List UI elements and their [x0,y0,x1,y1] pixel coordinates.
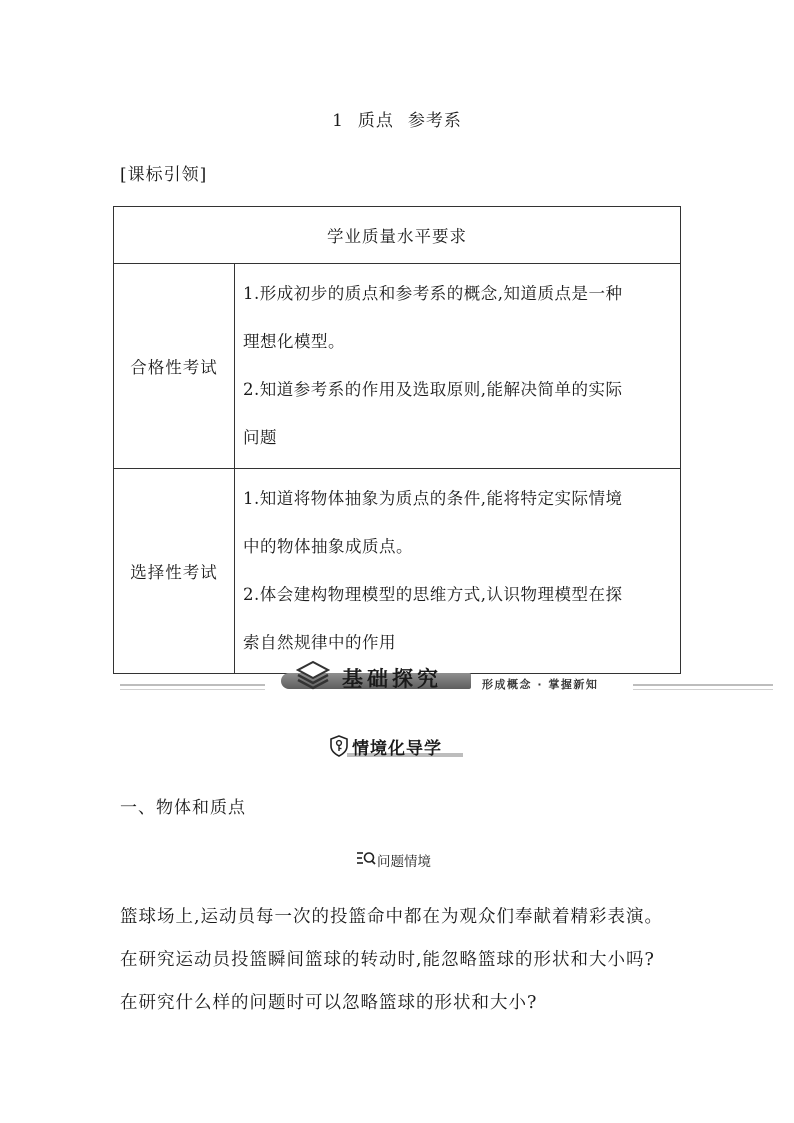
requirement-line: 问题 [243,428,277,447]
title-number: 1 [332,111,344,131]
requirement-line: 理想化模型。 [243,332,345,351]
table-row [114,264,681,469]
requirement-line: 2.体会建构物理模型的思维方式,认识物理模型在探 [243,585,623,604]
question-paragraph: 在研究运动员投篮瞬间篮球的转动时,能忽略篮球的形状和大小吗? [120,950,655,970]
row-content [235,264,681,469]
requirement-line: 2.知道参考系的作用及选取原则,能解决简单的实际 [243,380,623,399]
requirements-table [113,206,681,674]
banner-title: 基础探究 [342,667,442,691]
table-row [114,469,681,674]
banner-divider-left-thin [120,689,265,690]
heading-objects-and-particles: 一、物体和质点 [120,798,246,818]
title-text-2: 参考系 [407,111,462,131]
row-category: 合格性考试 [114,264,235,469]
key-icon [329,735,349,757]
subsection-title: 问题情境 [377,854,431,870]
requirement-line: 索自然规律中的作用 [243,633,396,652]
requirement-line: 1.形成初步的质点和参考系的概念,知道质点是一种 [243,284,623,303]
scenario-paragraph: 篮球场上,运动员每一次的投篮命中都在为观众们奉献着精彩表演。 [120,907,664,927]
banner-divider-left [120,684,265,686]
question-paragraph: 在研究什么样的问题时可以忽略篮球的形状和大小? [120,993,538,1013]
row-content [235,469,681,674]
row-category: 选择性考试 [114,469,235,674]
table-header: 学业质量水平要求 [114,207,681,264]
layers-icon [296,660,330,690]
banner-divider-right [633,684,773,686]
title-text-1: 质点 [357,111,394,131]
banner-subtitle: 形成概念 · 掌握新知 [482,678,599,691]
section-title: 情境化导学 [352,739,442,759]
curriculum-label: [课标引领] [120,165,208,185]
page-title [0,106,794,131]
requirement-line: 中的物体抽象成质点。 [243,537,413,556]
search-list-icon [356,851,376,865]
banner-divider-right-thin [633,689,773,690]
requirement-line: 1.知道将物体抽象为质点的条件,能将特定实际情境 [243,489,623,508]
